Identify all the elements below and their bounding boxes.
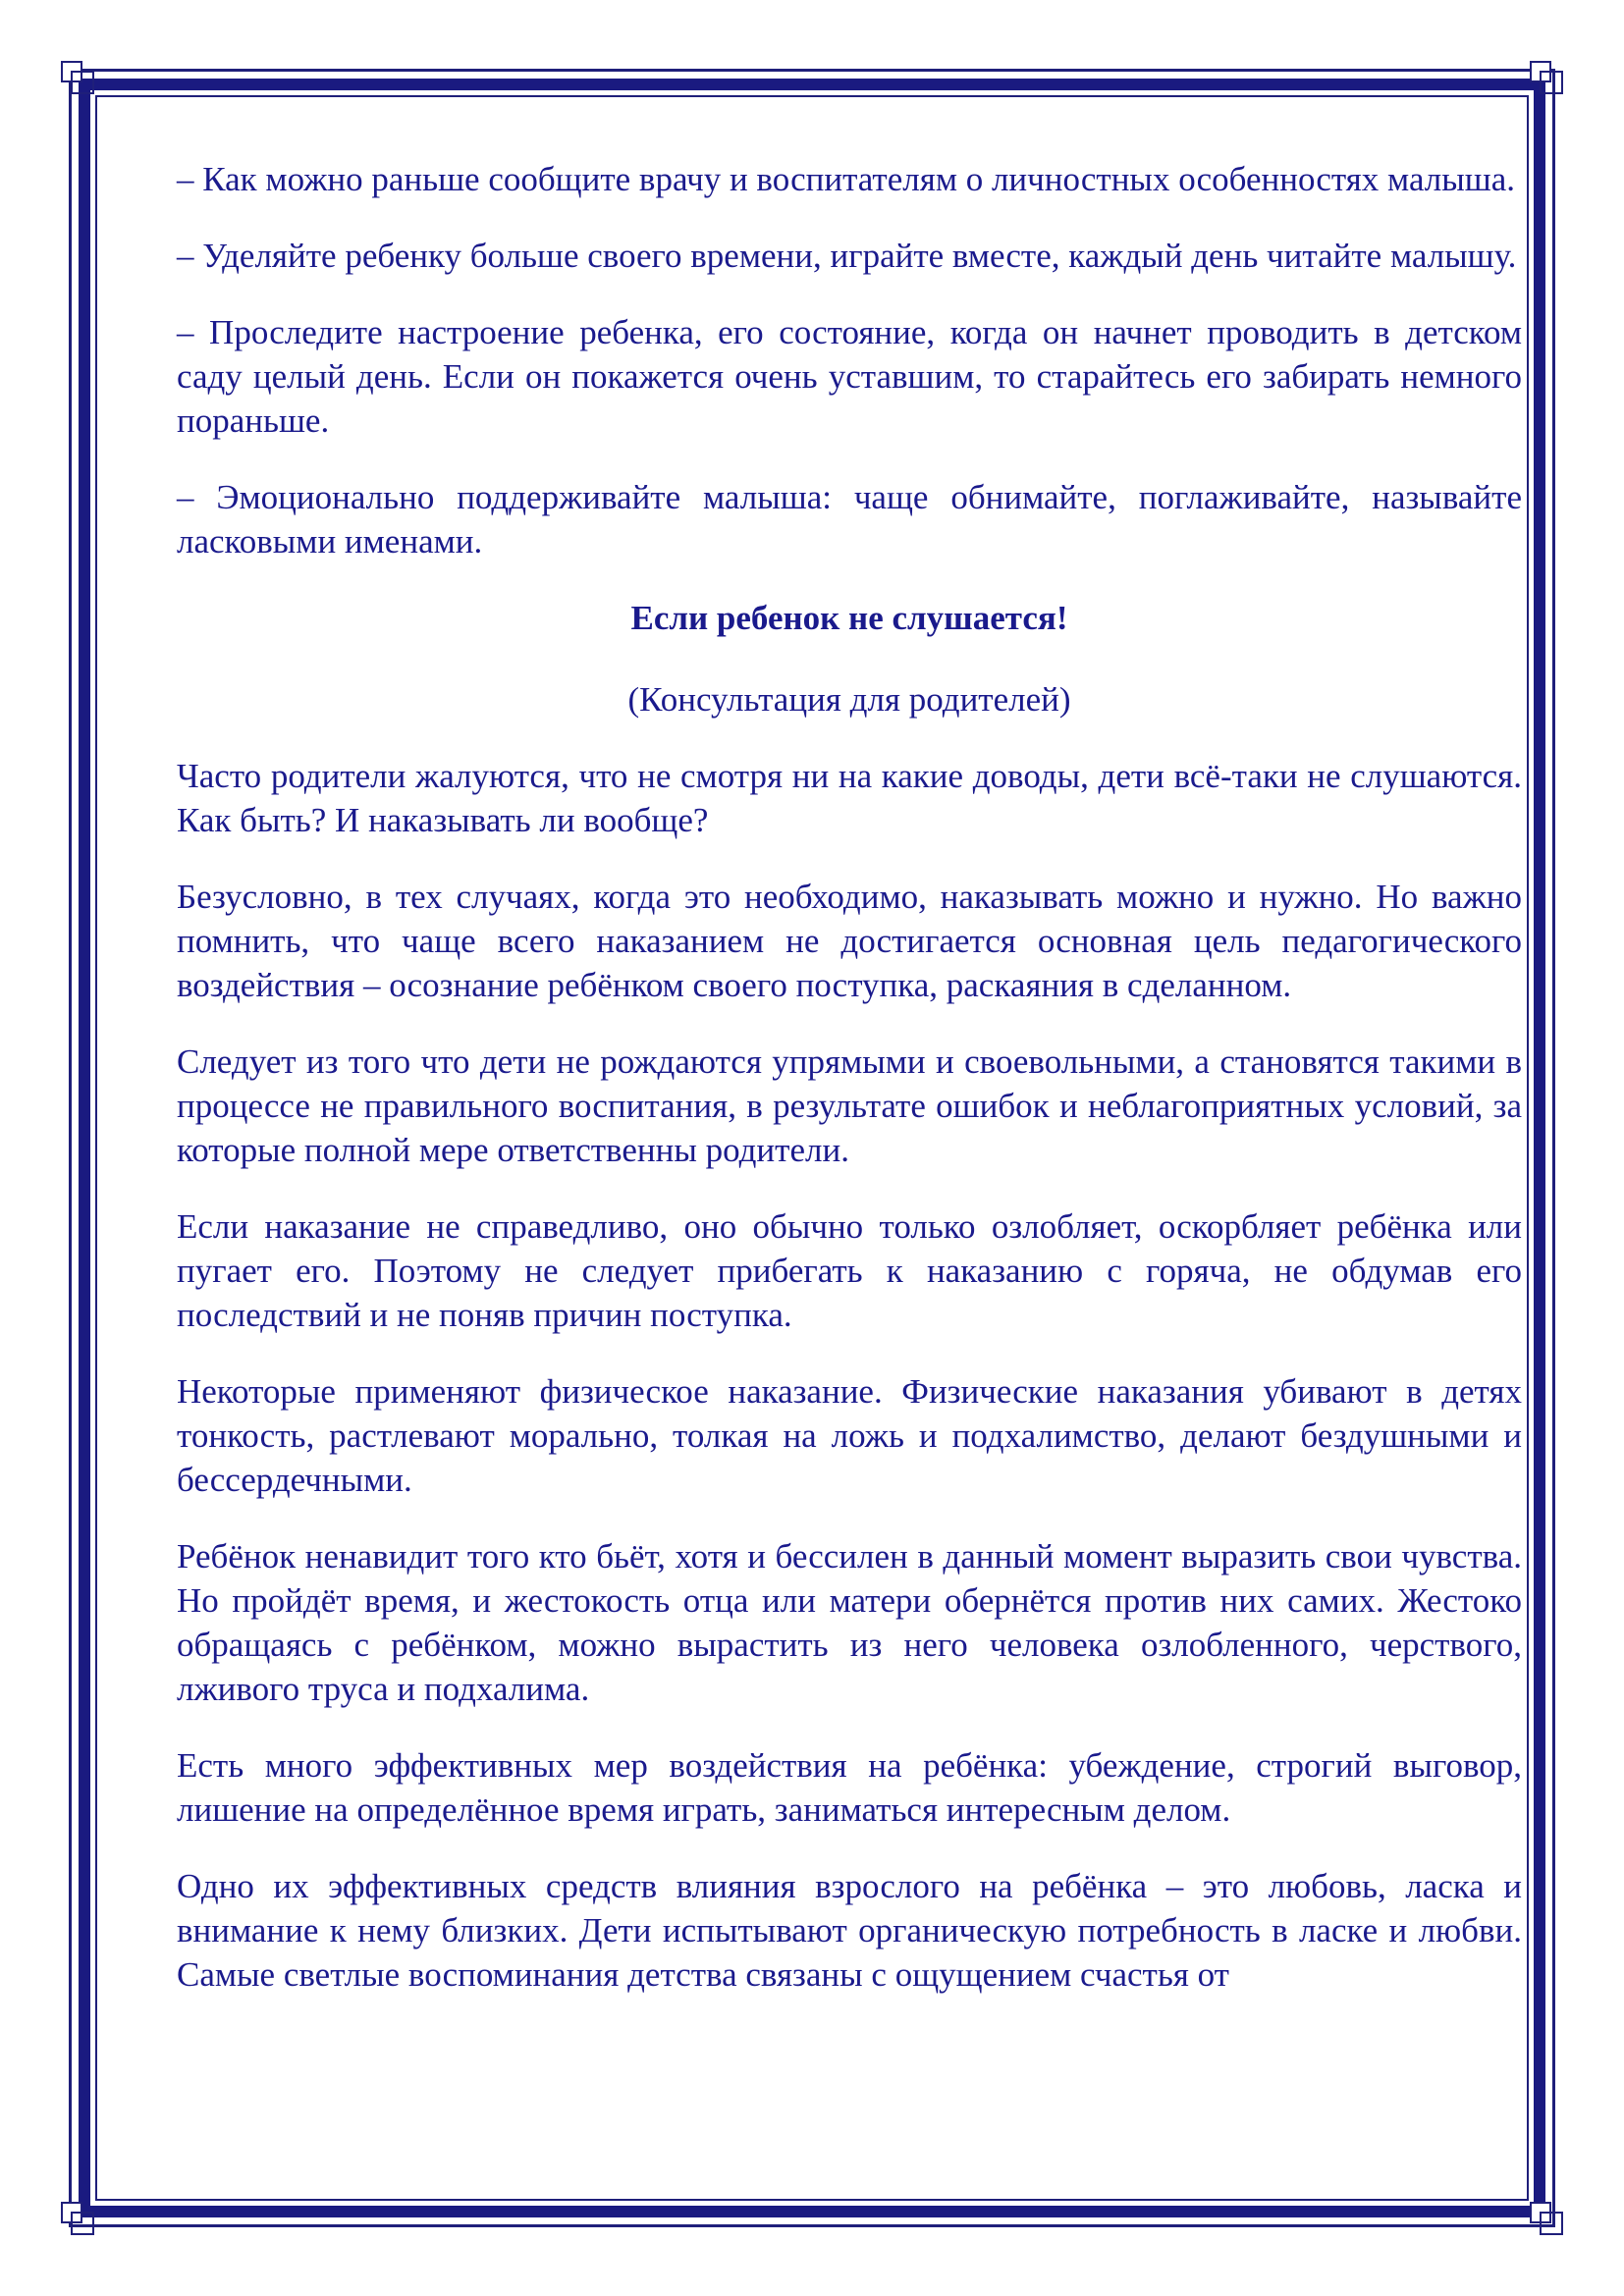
frame-corner-ornament — [1530, 2202, 1563, 2235]
body-paragraph: Есть много эффективных мер воздействия на ребёнка: убеждение, строгий выговор, лишение на определённое время играть, заниматься интересным делом. — [177, 1746, 1522, 1829]
advice-paragraph: – Уделяйте ребенку больше своего времени, играйте вместе, каждый день читайте малышу. — [177, 237, 1517, 275]
body-paragraph: Безусловно, в тех случаях, когда это необходимо, наказывать можно и нужно. Но важно помнить, что чаще всего наказанием не достигается основная цель педагогического воздействия – осознание ребёнком своего поступка, раскаяния в сделанном. — [177, 878, 1522, 1004]
advice-paragraph: – Как можно раньше сообщите врачу и воспитателям о личностных особенностях малыша. — [177, 160, 1516, 198]
body-paragraph: Если наказание не справедливо, оно обычно только озлобляет, оскорбляет ребёнка или пугает его. Поэтому не следует прибегать к наказанию с горяча, не обдумав его последствий и не поняв причин поступка. — [177, 1207, 1522, 1334]
document-body — [177, 157, 1522, 2029]
frame-corner-ornament — [61, 61, 94, 94]
section-subtitle: (Консультация для родителей) — [627, 680, 1071, 719]
advice-paragraph: – Эмоционально поддерживайте малыша: чаще обнимайте, поглаживайте, называйте ласковыми именами. — [177, 478, 1522, 561]
frame-corner-ornament — [1530, 61, 1563, 94]
advice-paragraph: – Проследите настроение ребенка, его состояние, когда он начнет проводить в детском саду целый день. Если он покажется очень уставшим, то старайтесь его забирать немного пораньше. — [177, 313, 1522, 440]
body-paragraph: Ребёнок ненавидит того кто бьёт, хотя и бессилен в данный момент выразить свои чувства. Но пройдёт время, и жестокость отца или матери обернётся против них самих. Жестоко обращаясь с ребёнком, можно вырастить из него человека озлобленного, черствого, лживого труса и подхалима. — [177, 1537, 1522, 1708]
body-paragraph: Некоторые применяют физическое наказание. Физические наказания убивают в детях тонкость, растлевают морально, толкая на ложь и подхалимство, делают бездушными и бессердечными. — [177, 1372, 1522, 1499]
body-paragraph: Одно их эффективных средств влияния взрослого на ребёнка – это любовь, ласка и внимание к нему близких. Дети испытывают органическую потребность в ласке и любви. Самые светлые воспоминания детства связаны с ощущением счастья от — [177, 1867, 1522, 1994]
frame-corner-ornament — [61, 2202, 94, 2235]
body-paragraph: Часто родители жалуются, что не смотря ни на какие доводы, дети всё-таки не слушаются. Как быть? И наказывать ли вообще? — [177, 757, 1522, 839]
section-title: Если ребенок не слушается! — [630, 599, 1068, 637]
body-paragraph: Следует из того что дети не рождаются упрямыми и своевольными, а становятся такими в процессе не правильного воспитания, в результате ошибок и неблагоприятных условий, за которые полной мере ответственны родители. — [177, 1042, 1522, 1169]
